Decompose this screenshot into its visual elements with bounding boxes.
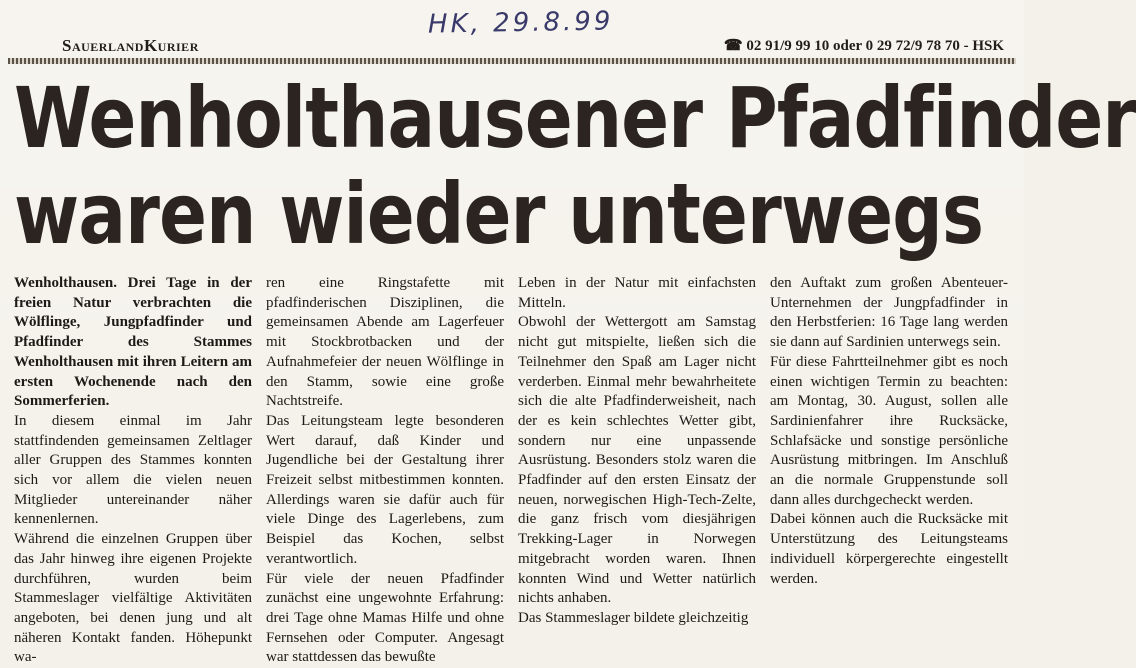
article-column-1 <box>14 274 252 666</box>
body-paragraph: Für viele der neuen Pfadfinder zunächst eine ungewohnte Erfahrung: drei Tage ohne Mamas Hilfe und ohne Fernsehen oder Computer. Angesagt war stattdessen das bewußte <box>266 570 504 666</box>
body-paragraph: Leben in der Natur mit einfachsten Mitteln. <box>518 275 756 311</box>
newspaper-masthead: SauerlandKurier <box>62 36 199 55</box>
body-paragraph: Während die einzelnen Gruppen über das Jahr hinweg ihre eigenen Projekte durchführen, wurden beim Stammeslager vielfältige Aktivitäten angeboten, bei denen jung und alt näheren Kontakt fanden. Höhepunkt wa- <box>14 531 252 666</box>
body-paragraph: Für diese Fahrtteilnehmer gibt es noch einen wichtigen Termin zu beachten: am Montag, 30. August, sollen alle Sardinienfahrer ihre Rucksäcke, Schlafsäcke und sonstige persönliche Ausrüstung mitbringen. Im Anschluß an die normale Gruppenstunde soll dann alles durchgecheckt werden. <box>770 353 1008 508</box>
contact-phone-line: ☎ 02 91/9 99 10 oder 0 29 72/9 78 70 - HSK <box>723 38 1004 54</box>
body-paragraph: ren eine Ringstafette mit pfadfinderischen Disziplinen, die gemeinsamen Abende am Lagerfeuer mit Stockbrotbacken und der Aufnahmefeier der neuen Wölflinge in den Stamm, sowie eine große Nachtstreife. <box>266 275 504 410</box>
body-paragraph: Dabei können auch die Rucksäcke mit Unterstützung des Leitungsteams individuell körpergerechte eingestellt werden. <box>770 511 1008 587</box>
lead-paragraph: Wenholthausen. Drei Tage in der freien Natur verbrachten die Wölflinge, Jungpfadfinder und Pfadfinder des Stammes Wenholthausen mit ihren Leitern am ersten Wochenende nach den Sommerferien. <box>14 275 252 410</box>
body-paragraph: Das Stammeslager bildete gleichzeitig <box>518 609 749 626</box>
headline-line-1: Wenholthausener Pfadfinder <box>14 69 1136 167</box>
handwritten-date-note: HK, 29.8.99 <box>427 6 614 40</box>
header-rule <box>8 58 1016 64</box>
article-body <box>14 274 1014 666</box>
article-column-4 <box>770 274 1008 648</box>
headline-line-2: waren wieder unterwegs <box>14 165 984 263</box>
body-paragraph: den Auftakt zum großen Abenteuer-Unternehmen der Jungpfadfinder in den Herbstferien: 16 Tage lang werden sie dann auf Sardinien unterwegs sein. <box>770 275 1008 351</box>
body-paragraph: In diesem einmal im Jahr stattfindenden gemeinsamen Zeltlager aller Gruppen des Stammes konnten sich vor allem die vielen neuen Mitglieder untereinander näher kennenlernen. <box>14 412 252 528</box>
article-column-2 <box>266 274 504 666</box>
body-paragraph: Das Leitungsteam legte besonderen Wert darauf, daß Kinder und Jugendliche bei der Gestaltung ihrer Freizeit selbst mitbestimmen konnten. Allerdings waren sie dafür auch für viele Dinge des Lagerlebens, zum Beispiel das Kochen, selbst verantwortlich. <box>266 412 504 567</box>
body-paragraph: Obwohl der Wettergott am Samstag nicht gut mitspielte, ließen sich die Teilnehmer den Spaß am Lager nicht verderben. Einmal mehr bewahrheitete sich die alte Pfadfinderweisheit, nach der es kein schlechtes Wetter gibt, sondern nur eine unpassende Ausrüstung. Besonders stolz waren die Pfadfinder auf den ersten Einsatz der neuen, norwegischen High-Tech-Zelte, die ganz frisch vom diesjährigen Trekking-Lager in Norwegen mitgebracht worden waren. Ihnen konnten Wind und Wetter natürlich nichts anhaben. <box>518 314 756 607</box>
article-headline <box>14 69 1136 263</box>
article-column-3 <box>518 274 756 648</box>
